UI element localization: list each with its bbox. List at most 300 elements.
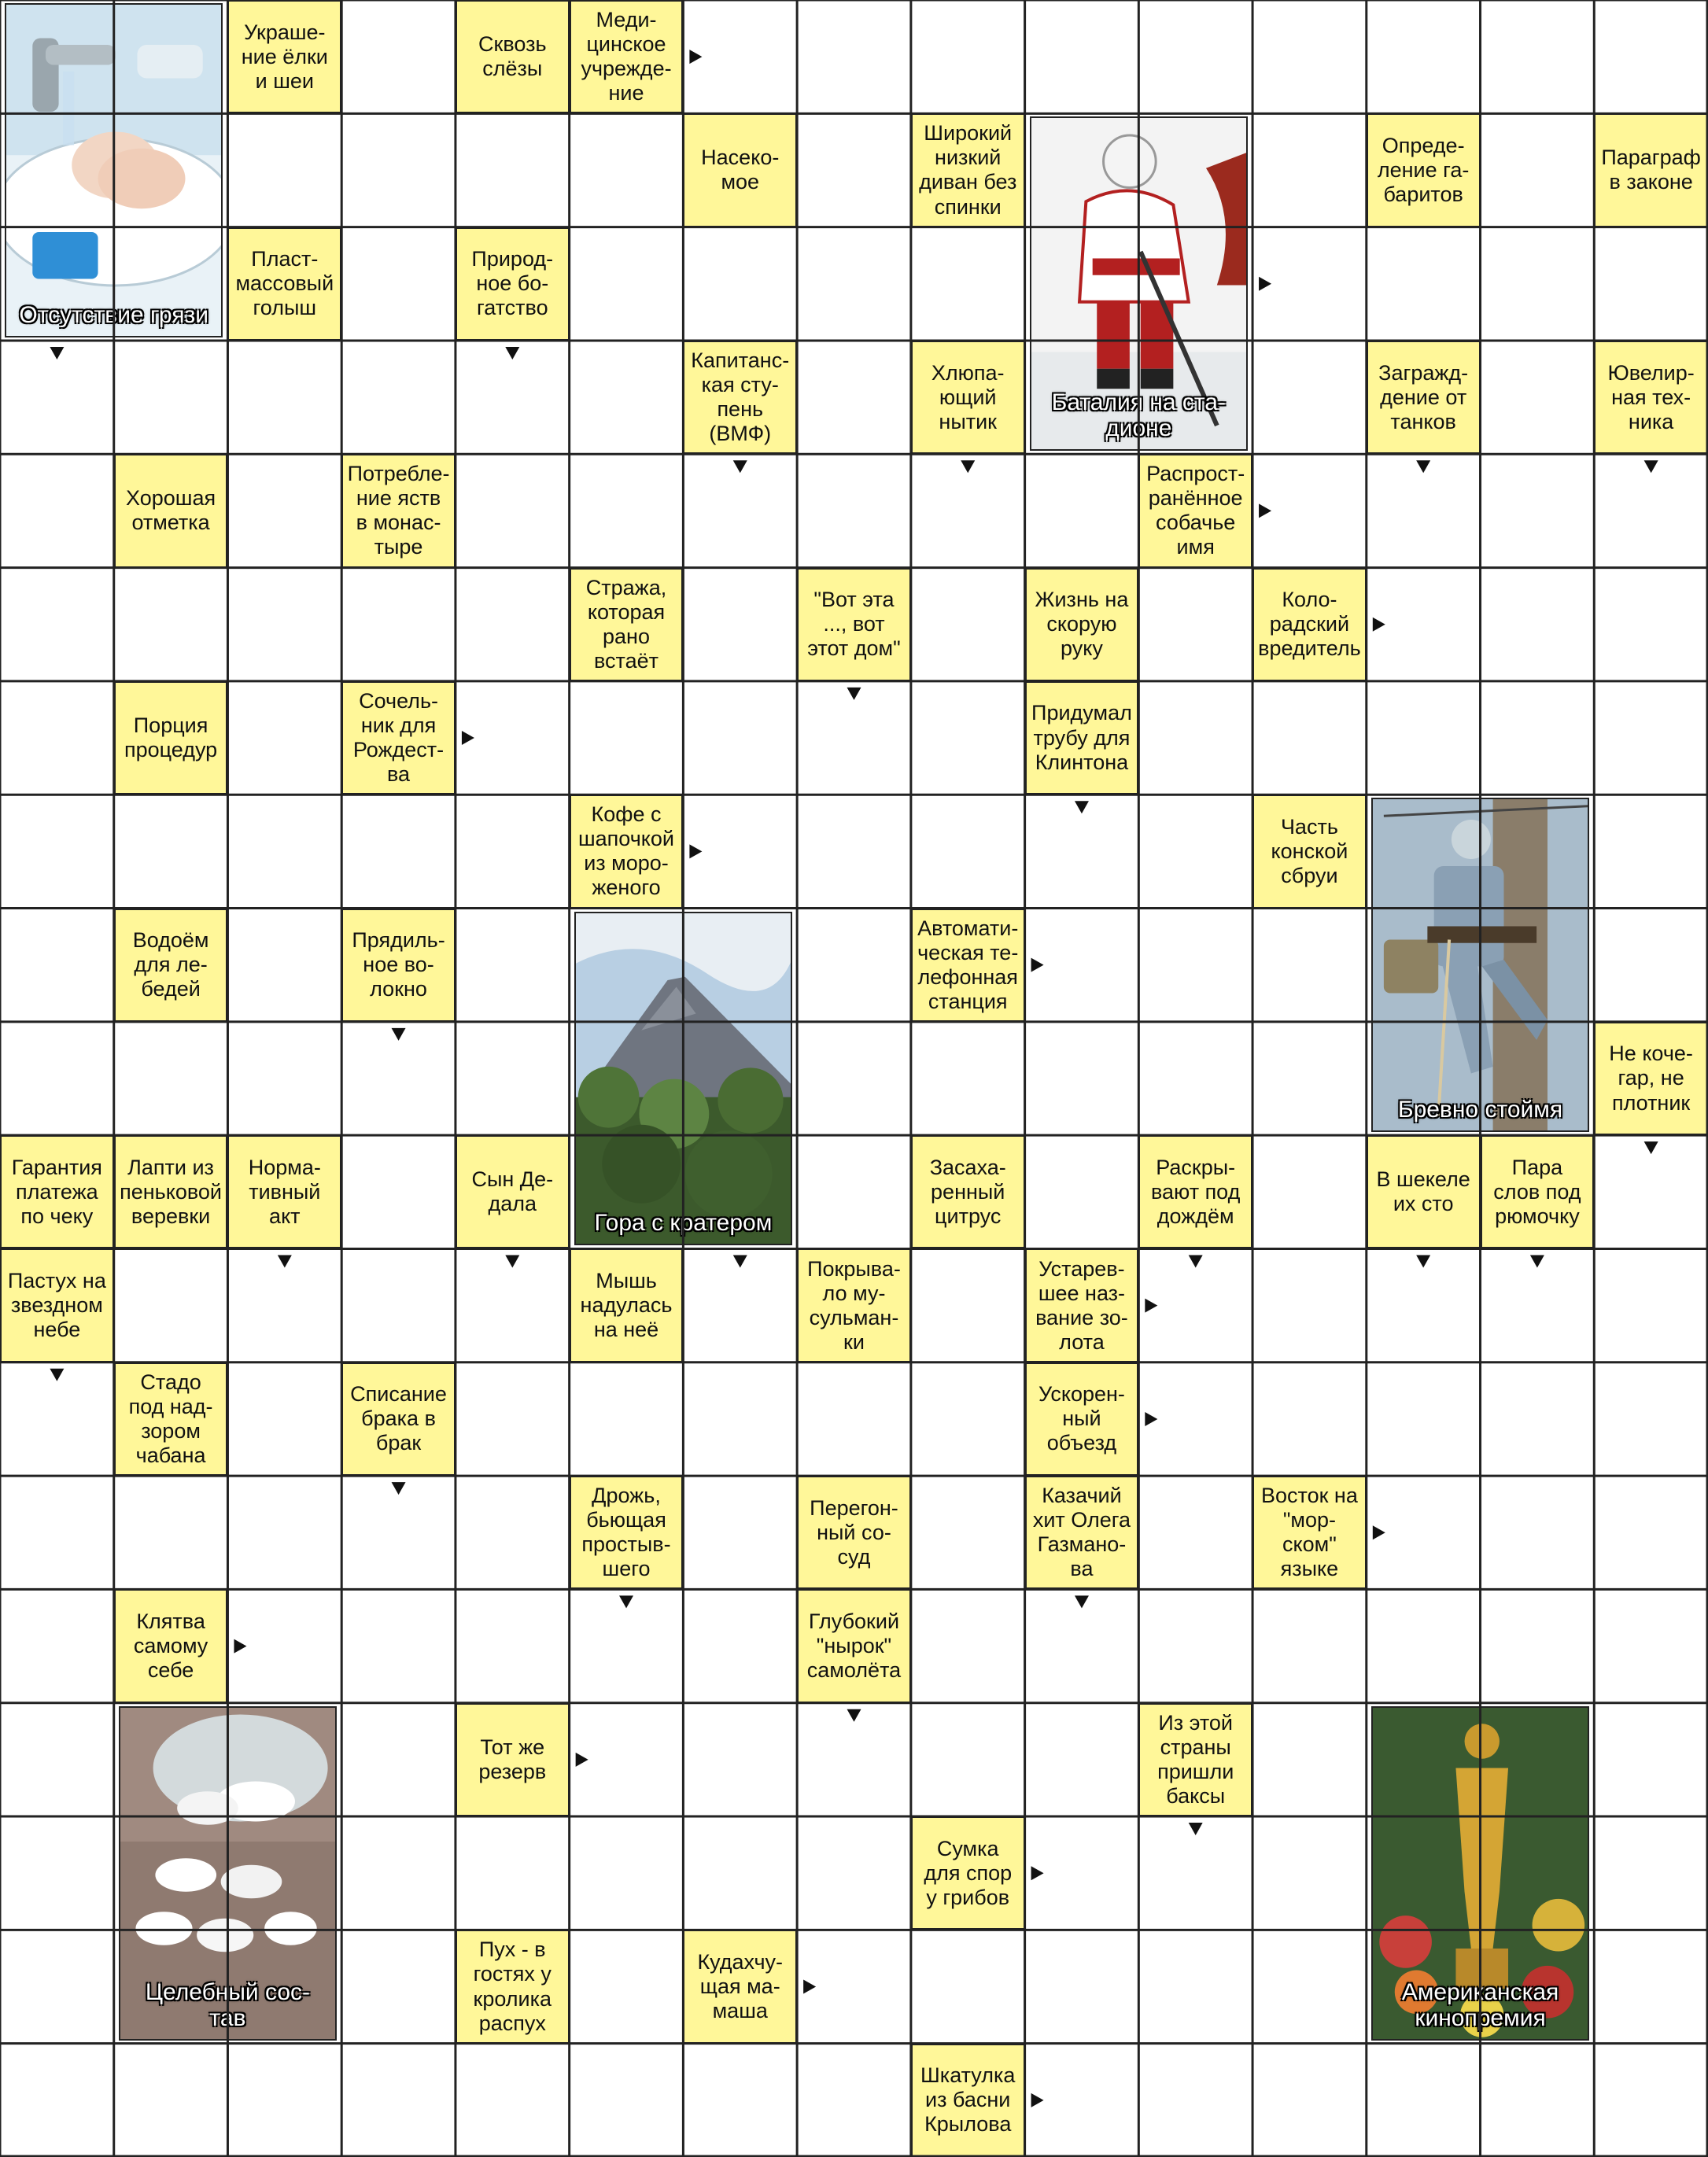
answer-cell[interactable]	[797, 795, 911, 908]
clue-text: Перегон- ный со- суд	[810, 1495, 898, 1569]
answer-cell[interactable]	[1594, 454, 1708, 567]
answer-cell[interactable]	[1367, 1589, 1481, 1702]
answer-cell[interactable]	[1252, 1930, 1367, 2043]
photo-caption: Американская кинопремия	[1401, 1978, 1559, 2031]
answer-cell[interactable]	[1025, 1135, 1139, 1248]
answer-cell[interactable]	[1138, 1816, 1252, 1930]
answer-cell[interactable]	[227, 795, 341, 908]
answer-cell[interactable]	[1594, 1816, 1708, 1930]
clue-text: Тот же резерв	[478, 1735, 547, 1783]
answer-cell[interactable]	[683, 1703, 797, 1816]
answer-cell[interactable]	[1594, 909, 1708, 1022]
answer-cell[interactable]	[1252, 681, 1367, 795]
clue-cell	[1367, 113, 1481, 227]
answer-cell[interactable]	[0, 454, 114, 567]
answer-cell[interactable]	[456, 1362, 570, 1476]
answer-cell[interactable]	[1594, 795, 1708, 908]
clue-text: Сочель- ник для Рождест- ва	[352, 688, 445, 787]
answer-cell[interactable]	[570, 1930, 684, 2043]
clue-text: Кудахчу- щая ма- маша	[697, 1949, 784, 2023]
clue-text: Капитанс- кая сту- пень (ВМФ)	[691, 348, 790, 446]
answer-cell[interactable]	[683, 1476, 797, 1589]
clue-text: Кофе с шапочкой из моро- женого	[578, 802, 675, 900]
clue-cell	[0, 1135, 114, 1248]
answer-cell[interactable]	[1367, 227, 1481, 341]
answer-cell[interactable]	[1138, 795, 1252, 908]
photo-caption: Гора с кратером	[594, 1210, 773, 1237]
clue-text: Засаха- ренный цитрус	[929, 1155, 1006, 1228]
answer-cell[interactable]	[1138, 1022, 1252, 1135]
answer-cell[interactable]	[456, 1816, 570, 1930]
clue-cell	[227, 0, 341, 113]
answer-cell[interactable]	[341, 227, 456, 341]
answer-cell[interactable]	[797, 909, 911, 1022]
answer-cell[interactable]	[341, 1930, 456, 2043]
photo-caption: Целебный сос- тав	[145, 1978, 311, 2031]
answer-cell[interactable]	[0, 1930, 114, 2043]
clue-cell	[911, 909, 1025, 1022]
answer-cell[interactable]	[911, 0, 1025, 113]
clue-text: Сын Де- дала	[471, 1167, 554, 1216]
answer-cell[interactable]	[456, 1022, 570, 1135]
clue-cell	[797, 1476, 911, 1589]
answer-cell[interactable]	[114, 341, 228, 454]
answer-cell[interactable]	[1481, 2044, 1595, 2157]
clue-cell	[456, 1703, 570, 1816]
answer-cell[interactable]	[456, 454, 570, 567]
answer-cell[interactable]	[911, 1022, 1025, 1135]
answer-cell[interactable]	[1252, 1248, 1367, 1362]
answer-cell[interactable]	[1138, 1248, 1252, 1362]
clue-cell	[1481, 1135, 1595, 1248]
answer-cell[interactable]	[1138, 0, 1252, 113]
answer-cell[interactable]	[1252, 1362, 1367, 1476]
answer-cell[interactable]	[1594, 1135, 1708, 1248]
answer-cell[interactable]	[341, 1022, 456, 1135]
answer-cell[interactable]	[227, 909, 341, 1022]
clue-cell	[456, 1930, 570, 2043]
answer-cell[interactable]	[456, 568, 570, 681]
clue-cell	[1025, 568, 1139, 681]
answer-cell[interactable]	[1481, 113, 1595, 227]
clue-cell	[114, 454, 228, 567]
clue-cell	[1025, 1476, 1139, 1589]
answer-cell[interactable]	[456, 341, 570, 454]
answer-cell[interactable]	[114, 2044, 228, 2157]
answer-cell[interactable]	[570, 1816, 684, 1930]
answer-cell[interactable]	[911, 1930, 1025, 2043]
answer-cell[interactable]	[0, 1022, 114, 1135]
answer-cell[interactable]	[683, 0, 797, 113]
answer-cell[interactable]	[1138, 681, 1252, 795]
clue-cell	[683, 113, 797, 227]
answer-cell[interactable]	[1594, 1476, 1708, 1589]
clue-cell	[456, 227, 570, 341]
answer-cell[interactable]	[683, 1589, 797, 1702]
clue-text: Природ- ное бо- гатство	[471, 247, 554, 320]
photo-caption: Бревно стоймя	[1397, 1097, 1563, 1123]
clue-text: Стадо под над- зором чабана	[128, 1370, 213, 1467]
answer-cell[interactable]	[1481, 1362, 1595, 1476]
answer-cell[interactable]	[1252, 1703, 1367, 1816]
answer-cell[interactable]	[227, 1589, 341, 1702]
clue-cell	[1252, 1476, 1367, 1589]
answer-cell[interactable]	[456, 681, 570, 795]
answer-cell[interactable]	[1481, 1589, 1595, 1702]
answer-cell[interactable]	[570, 1703, 684, 1816]
answer-cell[interactable]	[1252, 1589, 1367, 1702]
clue-cell	[1025, 681, 1139, 795]
answer-cell[interactable]	[1594, 1248, 1708, 1362]
clue-cell	[227, 227, 341, 341]
answer-cell[interactable]	[1594, 1362, 1708, 1476]
answer-cell[interactable]	[911, 1362, 1025, 1476]
clue-cell	[570, 1248, 684, 1362]
answer-cell[interactable]	[1594, 227, 1708, 341]
clue-cell	[570, 795, 684, 908]
answer-cell[interactable]	[911, 795, 1025, 908]
clue-text: Придумал трубу для Клинтона	[1031, 701, 1132, 774]
answer-cell[interactable]	[570, 113, 684, 227]
answer-cell[interactable]	[0, 1476, 114, 1589]
answer-cell[interactable]	[1138, 1362, 1252, 1476]
clue-text: Мышь надулась на неё	[580, 1269, 673, 1342]
clue-cell	[911, 341, 1025, 454]
answer-cell[interactable]	[227, 1022, 341, 1135]
answer-cell[interactable]	[1138, 2044, 1252, 2157]
answer-cell[interactable]	[456, 909, 570, 1022]
clue-text: Хлюпа- ющий нытик	[931, 360, 1005, 433]
answer-cell[interactable]	[1367, 1248, 1481, 1362]
clue-cell	[341, 454, 456, 567]
answer-cell[interactable]	[797, 113, 911, 227]
answer-cell[interactable]	[0, 1816, 114, 1930]
answer-cell[interactable]	[227, 454, 341, 567]
answer-cell[interactable]	[1594, 2044, 1708, 2157]
clue-text: Казачий хит Олега Газмано- ва	[1032, 1484, 1131, 1581]
answer-cell[interactable]	[570, 227, 684, 341]
answer-cell[interactable]	[227, 2044, 341, 2157]
pole-climber-icon	[1373, 799, 1589, 1132]
answer-cell[interactable]	[341, 1816, 456, 1930]
photo-clue-volcano	[574, 912, 792, 1246]
answer-cell[interactable]	[114, 1022, 228, 1135]
answer-cell[interactable]	[797, 1022, 911, 1135]
answer-cell[interactable]	[0, 2044, 114, 2157]
answer-cell[interactable]	[1481, 227, 1595, 341]
answer-cell[interactable]	[797, 227, 911, 341]
clue-cell	[114, 681, 228, 795]
answer-cell[interactable]	[570, 681, 684, 795]
answer-cell[interactable]	[1367, 2044, 1481, 2157]
clue-text: В шекеле их сто	[1376, 1167, 1470, 1216]
answer-cell[interactable]	[1138, 909, 1252, 1022]
answer-cell[interactable]	[911, 568, 1025, 681]
clue-cell	[1367, 1135, 1481, 1248]
clue-cell	[341, 909, 456, 1022]
answer-cell[interactable]	[683, 681, 797, 795]
answer-cell[interactable]	[1594, 1930, 1708, 2043]
clue-cell	[911, 1816, 1025, 1930]
answer-cell[interactable]	[0, 1589, 114, 1702]
clue-text: Шкатулка из басни Крылова	[920, 2063, 1016, 2137]
answer-cell[interactable]	[1594, 681, 1708, 795]
clue-text: Загражд- дение от танков	[1378, 360, 1469, 433]
clue-text: Пласт- массовый голыш	[235, 247, 334, 320]
clue-cell	[456, 1135, 570, 1248]
clue-text: Гарантия платежа по чеку	[11, 1155, 102, 1228]
clue-cell	[683, 341, 797, 454]
answer-cell[interactable]	[797, 681, 911, 795]
clue-cell	[570, 1476, 684, 1589]
clue-cell	[1367, 341, 1481, 454]
clue-text: Широкий низкий диван без спинки	[919, 121, 1017, 219]
answer-cell[interactable]	[1252, 0, 1367, 113]
answer-cell[interactable]	[1481, 1476, 1595, 1589]
answer-cell[interactable]	[0, 1362, 114, 1476]
answer-cell[interactable]	[570, 1362, 684, 1476]
answer-cell[interactable]	[1367, 454, 1481, 567]
answer-cell[interactable]	[683, 568, 797, 681]
answer-cell[interactable]	[1367, 1476, 1481, 1589]
answer-cell[interactable]	[1025, 1930, 1139, 2043]
clue-cell	[1138, 1703, 1252, 1816]
answer-cell[interactable]	[341, 1476, 456, 1589]
answer-cell[interactable]	[1594, 0, 1708, 113]
answer-cell[interactable]	[341, 1703, 456, 1816]
answer-cell[interactable]	[1481, 454, 1595, 567]
clue-text: Сквозь слёзы	[478, 32, 547, 81]
answer-cell[interactable]	[341, 795, 456, 908]
clue-cell	[341, 1362, 456, 1476]
answer-cell[interactable]	[911, 1476, 1025, 1589]
answer-cell[interactable]	[1594, 1703, 1708, 1816]
clue-cell	[570, 568, 684, 681]
clue-cell	[911, 113, 1025, 227]
photo-clue-hockey	[1030, 116, 1248, 451]
answer-cell[interactable]	[683, 1816, 797, 1930]
answer-cell[interactable]	[1252, 1022, 1367, 1135]
clue-text: Украше- ние ёлки и шеи	[241, 20, 328, 93]
answer-cell[interactable]	[114, 1476, 228, 1589]
clue-cell	[114, 1589, 228, 1702]
answer-cell[interactable]	[797, 1816, 911, 1930]
answer-cell[interactable]	[797, 1930, 911, 2043]
clue-cell	[456, 0, 570, 113]
clue-cell	[341, 681, 456, 795]
answer-cell[interactable]	[1025, 1816, 1139, 1930]
clue-text: Жизнь на скорую руку	[1035, 588, 1129, 661]
answer-cell[interactable]	[1025, 1589, 1139, 1702]
answer-cell[interactable]	[1252, 1816, 1367, 1930]
clue-text: Водоём для ле- бедей	[132, 928, 209, 1001]
answer-cell[interactable]	[456, 1589, 570, 1702]
answer-cell[interactable]	[683, 2044, 797, 2157]
answer-cell[interactable]	[1025, 0, 1139, 113]
clue-cell	[797, 1248, 911, 1362]
clue-text: Клятва самому себе	[133, 1609, 208, 1683]
answer-cell[interactable]	[0, 341, 114, 454]
answer-cell[interactable]	[227, 568, 341, 681]
clue-cell	[227, 1135, 341, 1248]
answer-cell[interactable]	[1025, 909, 1139, 1022]
answer-cell[interactable]	[1367, 568, 1481, 681]
clue-cell	[114, 1362, 228, 1476]
clue-text: Ювелир- ная тех- ника	[1607, 360, 1695, 433]
answer-cell[interactable]	[1594, 568, 1708, 681]
answer-cell[interactable]	[1138, 1589, 1252, 1702]
answer-cell[interactable]	[1025, 1022, 1139, 1135]
answer-cell[interactable]	[456, 2044, 570, 2157]
clue-text: Лапти из пеньковой веревки	[120, 1155, 223, 1228]
answer-cell[interactable]	[1481, 568, 1595, 681]
answer-cell[interactable]	[227, 1248, 341, 1362]
answer-cell[interactable]	[683, 1362, 797, 1476]
answer-cell[interactable]	[1138, 1476, 1252, 1589]
answer-cell[interactable]	[341, 341, 456, 454]
clue-cell	[911, 2044, 1025, 2157]
answer-cell[interactable]	[456, 1476, 570, 1589]
answer-cell[interactable]	[341, 2044, 456, 2157]
answer-cell[interactable]	[1367, 1362, 1481, 1476]
clue-cell	[1594, 113, 1708, 227]
clue-text: Параграф в законе	[1601, 146, 1701, 194]
answer-cell[interactable]	[911, 1248, 1025, 1362]
clue-cell	[911, 1135, 1025, 1248]
clue-text: Автомати- ческая те- лефонная станция	[917, 916, 1019, 1013]
clue-text: Норма- тивный акт	[248, 1155, 321, 1228]
answer-cell[interactable]	[1025, 795, 1139, 908]
answer-cell[interactable]	[0, 909, 114, 1022]
clue-text: Дрожь, бьющая простыв- шего	[581, 1484, 671, 1581]
answer-cell[interactable]	[683, 227, 797, 341]
answer-cell[interactable]	[797, 0, 911, 113]
answer-cell[interactable]	[0, 568, 114, 681]
answer-cell[interactable]	[911, 454, 1025, 567]
answer-cell[interactable]	[114, 568, 228, 681]
answer-cell[interactable]	[911, 1589, 1025, 1702]
answer-cell[interactable]	[1252, 909, 1367, 1022]
answer-cell[interactable]	[1481, 1248, 1595, 1362]
answer-cell[interactable]	[227, 681, 341, 795]
clue-text: Списание брака в брак	[350, 1382, 447, 1455]
answer-cell[interactable]	[341, 1135, 456, 1248]
answer-cell[interactable]	[227, 113, 341, 227]
answer-cell[interactable]	[797, 341, 911, 454]
clue-text: "Вот эта ..., вот этот дом"	[807, 588, 901, 661]
answer-cell[interactable]	[1252, 113, 1367, 227]
answer-cell[interactable]	[1138, 1930, 1252, 2043]
answer-cell[interactable]	[570, 2044, 684, 2157]
answer-cell[interactable]	[911, 227, 1025, 341]
answer-cell[interactable]	[1252, 227, 1367, 341]
clue-text: Потребле- ние яств в монас- тыре	[347, 462, 450, 559]
answer-cell[interactable]	[797, 454, 911, 567]
answer-cell[interactable]	[911, 681, 1025, 795]
answer-cell[interactable]	[1594, 1589, 1708, 1702]
clue-text: Прядиль- ное во- локно	[352, 928, 445, 1001]
clue-text: Глубокий "нырок" самолёта	[806, 1609, 902, 1683]
answer-cell[interactable]	[911, 1703, 1025, 1816]
answer-cell[interactable]	[1367, 681, 1481, 795]
clue-text: Хорошая отметка	[126, 486, 216, 535]
answer-cell[interactable]	[0, 795, 114, 908]
answer-cell[interactable]	[570, 454, 684, 567]
clue-cell	[1025, 1362, 1139, 1476]
answer-cell[interactable]	[1252, 1135, 1367, 1248]
answer-cell[interactable]	[341, 1589, 456, 1702]
clue-cell	[1138, 454, 1252, 567]
answer-cell[interactable]	[797, 1135, 911, 1248]
answer-cell[interactable]	[227, 1362, 341, 1476]
clue-text: Пастух на звездном небе	[7, 1269, 106, 1342]
answer-cell[interactable]	[0, 1703, 114, 1816]
answer-cell[interactable]	[341, 568, 456, 681]
clue-cell	[570, 0, 684, 113]
answer-cell[interactable]	[341, 1248, 456, 1362]
clue-text: Меди- цинское учрежде- ние	[581, 8, 672, 105]
answer-cell[interactable]	[1138, 568, 1252, 681]
clue-text: Порция процедур	[124, 713, 218, 762]
answer-cell[interactable]	[227, 341, 341, 454]
clue-cell	[1594, 341, 1708, 454]
answer-cell[interactable]	[797, 2044, 911, 2157]
clue-cell	[1594, 1022, 1708, 1135]
answer-cell[interactable]	[1025, 454, 1139, 567]
answer-cell[interactable]	[341, 0, 456, 113]
answer-cell[interactable]	[570, 341, 684, 454]
answer-cell[interactable]	[1481, 341, 1595, 454]
answer-cell[interactable]	[1367, 0, 1481, 113]
answer-cell[interactable]	[683, 454, 797, 567]
clue-text: Часть конской сбруи	[1271, 814, 1348, 887]
answer-cell[interactable]	[683, 1248, 797, 1362]
answer-cell[interactable]	[114, 1248, 228, 1362]
photo-clue-oscar	[1371, 1706, 1589, 2041]
clue-cell	[1252, 795, 1367, 908]
answer-cell[interactable]	[797, 1703, 911, 1816]
answer-cell[interactable]	[456, 113, 570, 227]
answer-cell[interactable]	[227, 1476, 341, 1589]
clue-cell	[683, 1930, 797, 2043]
answer-cell[interactable]	[341, 113, 456, 227]
clue-text: Сумка для спор у грибов	[924, 1836, 1013, 1909]
photo-caption: Баталия на ста- дионе	[1051, 389, 1226, 442]
answer-cell[interactable]	[0, 681, 114, 795]
answer-cell[interactable]	[570, 1589, 684, 1702]
clue-cell	[797, 568, 911, 681]
answer-cell[interactable]	[1481, 0, 1595, 113]
clue-cell	[0, 1248, 114, 1362]
answer-cell[interactable]	[1481, 681, 1595, 795]
answer-cell[interactable]	[456, 1248, 570, 1362]
answer-cell[interactable]	[1025, 2044, 1139, 2157]
photo-clue-wash	[5, 3, 223, 337]
answer-cell[interactable]	[1252, 2044, 1367, 2157]
answer-cell[interactable]	[114, 795, 228, 908]
answer-cell[interactable]	[1252, 454, 1367, 567]
answer-cell[interactable]	[1252, 341, 1367, 454]
photo-clue-pole	[1371, 798, 1589, 1132]
answer-cell[interactable]	[683, 795, 797, 908]
answer-cell[interactable]	[1025, 1703, 1139, 1816]
answer-cell[interactable]	[797, 1362, 911, 1476]
clue-text: Насеко- мое	[701, 146, 780, 194]
answer-cell[interactable]	[456, 795, 570, 908]
washing-hands-icon	[6, 5, 223, 337]
clue-text: Ускорен- ный объезд	[1038, 1382, 1125, 1455]
clue-text: Раскры- вают под дождём	[1150, 1155, 1241, 1228]
